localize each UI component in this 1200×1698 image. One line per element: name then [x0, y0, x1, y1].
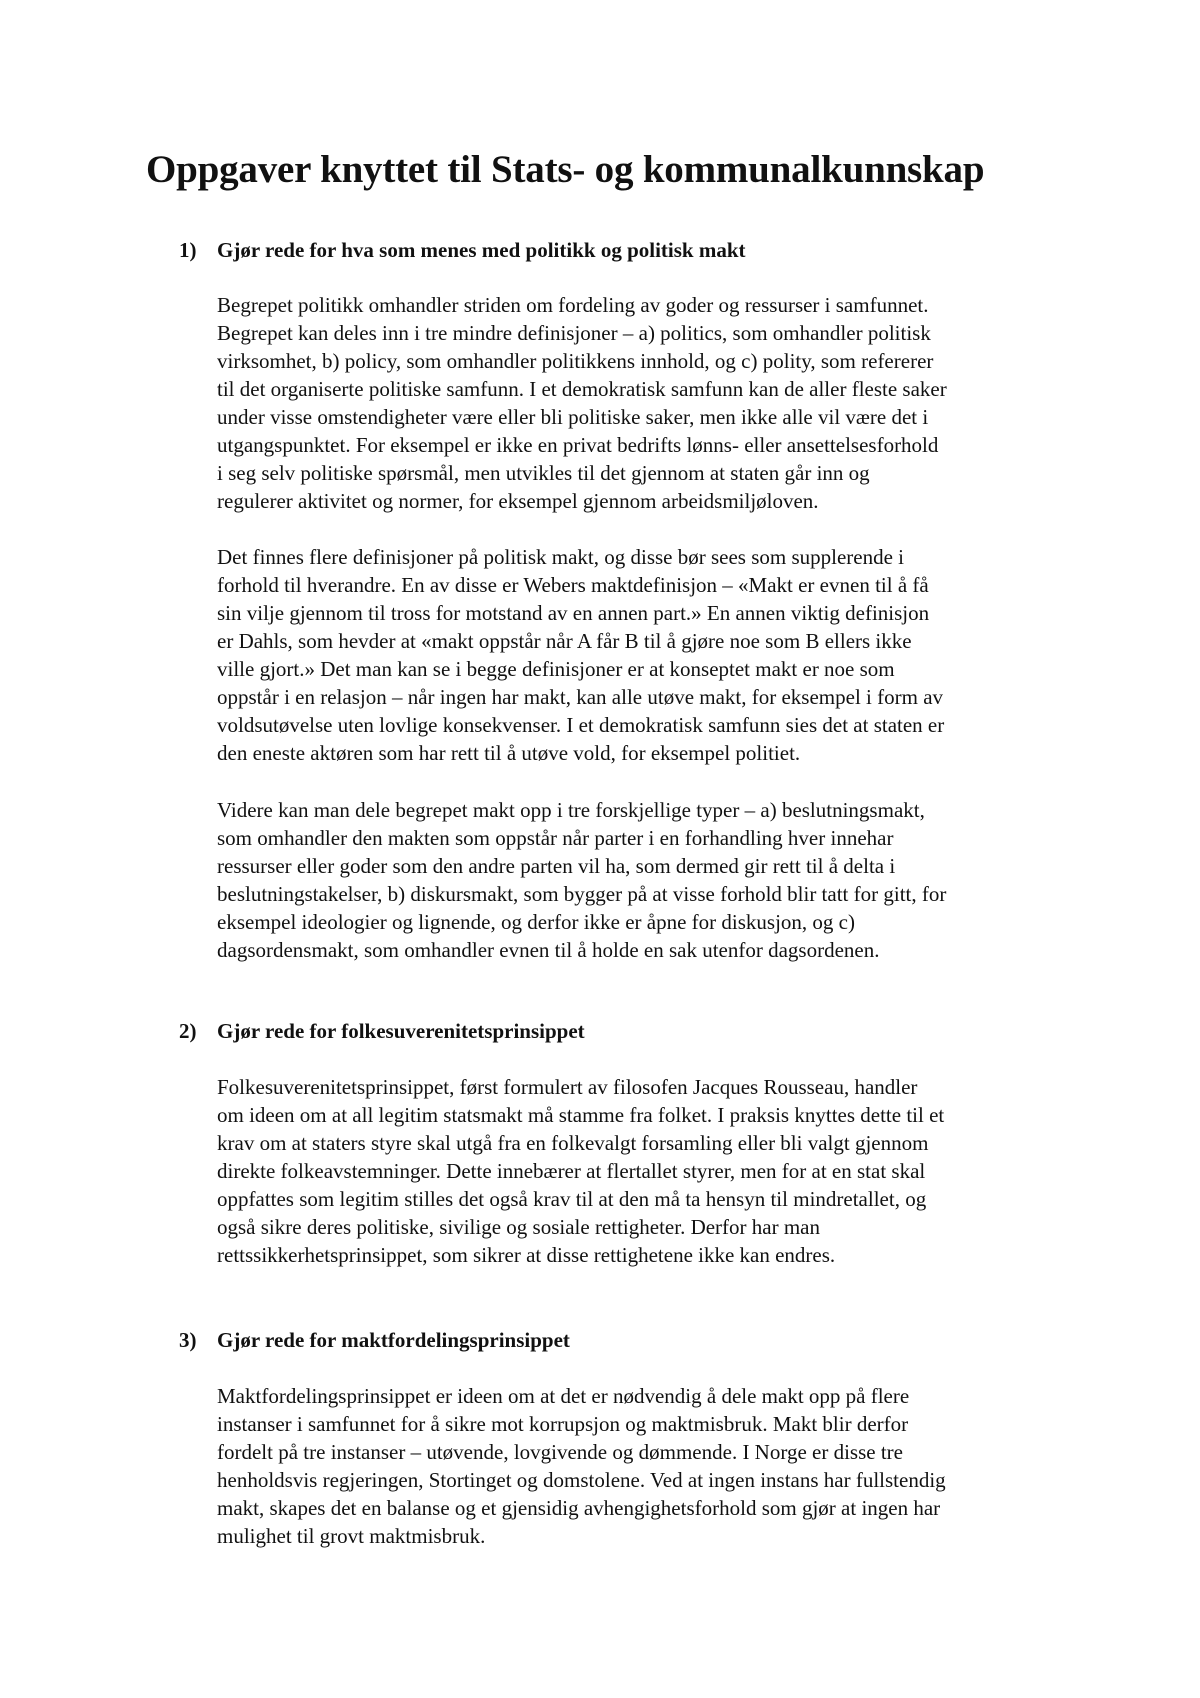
text-line: ville gjort.» Det man kan se i begge definisjoner er at konseptet makt er noe som — [217, 657, 895, 681]
text-line: Begrepet politikk omhandler striden om fordeling av goder og ressurser i samfunnet. — [217, 293, 929, 317]
text-line: oppstår i en relasjon – når ingen har makt, kan alle utøve makt, for eksempel i form av — [217, 685, 944, 709]
section-1-paragraph-2 — [217, 543, 1067, 767]
text-line: beslutningstakelser, b) diskursmakt, som bygger på at visse forhold blir tatt for gitt, for — [217, 882, 947, 906]
text-line: til det organiserte politiske samfunn. I et demokratisk samfunn kan de aller fleste saker — [217, 377, 947, 401]
text-line: Videre kan man dele begrepet makt opp i tre forskjellige typer – a) beslutningsmakt, — [217, 798, 925, 822]
document-title: Oppgaver knyttet til Stats- og kommunalkunnskap — [146, 148, 985, 191]
section-3-heading — [179, 1326, 570, 1354]
text-line: virksomhet, b) policy, som omhandler politikkens innhold, og c) polity, som refererer — [217, 349, 934, 373]
section-number: 1) — [179, 238, 197, 262]
text-line: som omhandler den makten som oppstår når parter i en forhandling hver innehar — [217, 826, 894, 850]
section-number: 3) — [179, 1328, 197, 1352]
text-line: Begrepet kan deles inn i tre mindre definisjoner – a) politics, som omhandler politisk — [217, 321, 931, 345]
text-line: om ideen om at all legitim statsmakt må stamme fra folket. I praksis knyttes dette til et — [217, 1103, 945, 1127]
text-line: forhold til hverandre. En av disse er Webers maktdefinisjon – «Makt er evnen til å få — [217, 573, 929, 597]
text-line: voldsutøvelse uten lovlige konsekvenser. I et demokratisk samfunn sies det at staten er — [217, 713, 945, 737]
text-line: makt, skapes det en balanse og et gjensidig avhengighetsforhold som gjør at ingen har — [217, 1496, 941, 1520]
text-line: også sikre deres politiske, sivilige og sosiale rettigheter. Derfor har man — [217, 1215, 821, 1239]
section-1-paragraph-1 — [217, 291, 1067, 515]
text-line: Folkesuverenitetsprinsippet, først formulert av filosofen Jacques Rousseau, handler — [217, 1075, 918, 1099]
text-line: sin vilje gjennom til tross for motstand av en annen part.» En annen viktig definisjon — [217, 601, 930, 625]
text-line: fordelt på tre instanser – utøvende, lovgivende og dømmende. I Norge er disse tre — [217, 1440, 903, 1464]
text-line: utgangspunktet. For eksempel er ikke en privat bedrifts lønns- eller ansettelsesforhold — [217, 433, 939, 457]
section-heading-text: Gjør rede for hva som menes med politikk og politisk makt — [217, 238, 746, 262]
text-line: direkte folkeavstemninger. Dette innebærer at flertallet styrer, men for at en stat skal — [217, 1159, 926, 1183]
section-2-heading — [179, 1017, 585, 1045]
text-line: rettssikkerhetsprinsippet, som sikrer at disse rettighetene ikke kan endres. — [217, 1243, 836, 1267]
section-heading-text: Gjør rede for folkesuverenitetsprinsippet — [217, 1019, 585, 1043]
text-line: henholdsvis regjeringen, Stortinget og domstolene. Ved at ingen instans har fullstendig — [217, 1468, 946, 1492]
text-line: Det finnes flere definisjoner på politisk makt, og disse bør sees som supplerende i — [217, 545, 905, 569]
text-line: er Dahls, som hevder at «makt oppstår når A får B til å gjøre noe som B ellers ikke — [217, 629, 912, 653]
section-number: 2) — [179, 1019, 197, 1043]
text-line: oppfattes som legitim stilles det også krav til at den må ta hensyn til mindretallet, og — [217, 1187, 927, 1211]
section-1-heading — [179, 236, 746, 264]
text-line: eksempel ideologier og lignende, og derfor ikke er åpne for diskusjon, og c) — [217, 910, 855, 934]
section-2-paragraph-1 — [217, 1073, 1067, 1269]
text-line: dagsordensmakt, som omhandler evnen til å holde en sak utenfor dagsordenen. — [217, 938, 880, 962]
text-line: under visse omstendigheter være eller bli politiske saker, men ikke alle vil være det i — [217, 405, 929, 429]
text-line: i seg selv politiske spørsmål, men utvikles til det gjennom at staten går inn og — [217, 461, 870, 485]
section-3-paragraph-1 — [217, 1382, 1067, 1550]
text-line: krav om at staters styre skal utgå fra en folkevalgt forsamling eller bli valgt gjennom — [217, 1131, 929, 1155]
section-heading-text: Gjør rede for maktfordelingsprinsippet — [217, 1328, 570, 1352]
text-line: den eneste aktøren som har rett til å utøve vold, for eksempel politiet. — [217, 741, 801, 765]
text-line: mulighet til grovt maktmisbruk. — [217, 1524, 486, 1548]
text-line: instanser i samfunnet for å sikre mot korrupsjon og maktmisbruk. Makt blir derfor — [217, 1412, 909, 1436]
text-line: regulerer aktivitet og normer, for eksempel gjennom arbeidsmiljøloven. — [217, 489, 819, 513]
text-line: ressurser eller goder som den andre parten vil ha, som dermed gir rett til å delta i — [217, 854, 896, 878]
section-1-paragraph-3 — [217, 796, 1067, 964]
text-line: Maktfordelingsprinsippet er ideen om at det er nødvendig å dele makt opp på flere — [217, 1384, 910, 1408]
